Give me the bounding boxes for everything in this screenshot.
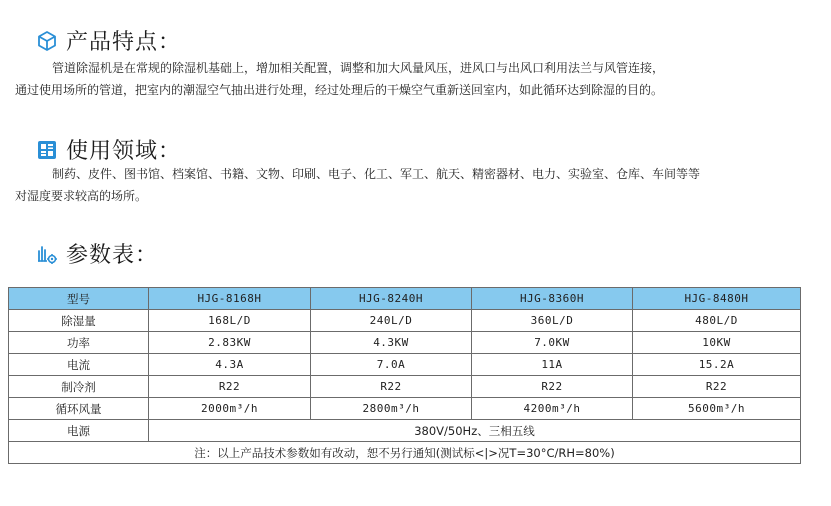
table-cell: 4200m³/h xyxy=(472,398,633,420)
model-cell: HJG-8168H xyxy=(149,288,311,310)
table-cell: 360L/D xyxy=(472,310,633,332)
table-cell: R22 xyxy=(633,376,801,398)
model-cell: HJG-8480H xyxy=(633,288,801,310)
header-label: 型号 xyxy=(9,288,149,310)
note-row xyxy=(9,442,801,464)
table-cell: R22 xyxy=(149,376,311,398)
table-cell: 4.3KW xyxy=(311,332,472,354)
params-title: 参数表： xyxy=(66,243,159,268)
table-cell: 11A xyxy=(472,354,633,376)
usage-heading xyxy=(36,134,181,165)
table-cell: 7.0KW xyxy=(472,332,633,354)
features-line-1: 管道除湿机是在常规的除湿机基础上，增加相关配置，调整和加大风量风压，进风口与出风口利用法兰与风管连接， xyxy=(52,61,665,75)
table-cell: 15.2A xyxy=(633,354,801,376)
features-heading xyxy=(36,25,181,56)
table-cell: 4.3A xyxy=(149,354,311,376)
table-cell: 168L/D xyxy=(149,310,311,332)
table-cell: 7.0A xyxy=(311,354,472,376)
power-row xyxy=(9,420,801,442)
table-cell: 5600m³/h xyxy=(633,398,801,420)
table-row xyxy=(9,376,801,398)
features-title: 产品特点： xyxy=(66,30,182,55)
row-label: 制冷剂 xyxy=(9,376,149,398)
spec-table xyxy=(8,287,801,464)
features-line-2: 通过使用场所的管道，把室内的潮湿空气抽出进行处理，经过处理后的干燥空气重新送回室内，如此循环达到除湿的目的。 xyxy=(15,83,664,97)
table-row xyxy=(9,332,801,354)
grid-icon xyxy=(36,139,58,161)
row-label: 循环风量 xyxy=(9,398,149,420)
table-cell: 2.83KW xyxy=(149,332,311,354)
row-label: 功率 xyxy=(9,332,149,354)
model-cell: HJG-8360H xyxy=(472,288,633,310)
row-label: 除湿量 xyxy=(9,310,149,332)
row-label: 电源 xyxy=(9,420,149,442)
gear-hand-icon xyxy=(36,243,58,265)
params-heading xyxy=(36,238,158,269)
usage-title: 使用领域： xyxy=(66,139,182,164)
power-value: 380V/50Hz、三相五线 xyxy=(149,420,801,442)
table-cell: R22 xyxy=(472,376,633,398)
table-cell: 10KW xyxy=(633,332,801,354)
table-note: 注：以上产品技术参数如有改动，恕不另行通知(测试标<|>况T=30°C/RH=80%) xyxy=(9,442,801,464)
table-row xyxy=(9,354,801,376)
usage-line-1: 制药、皮件、图书馆、档案馆、书籍、文物、印刷、电子、化工、军工、航天、精密器材、电力、实验室、仓库、车间等等 xyxy=(52,167,701,181)
table-cell: 2000m³/h xyxy=(149,398,311,420)
table-row xyxy=(9,398,801,420)
table-header-row xyxy=(9,288,801,310)
usage-line-2: 对湿度要求较高的场所。 xyxy=(15,189,148,203)
model-cell: HJG-8240H xyxy=(311,288,472,310)
table-row xyxy=(9,310,801,332)
cube-icon xyxy=(36,30,58,52)
table-cell: 2800m³/h xyxy=(311,398,472,420)
table-cell: R22 xyxy=(311,376,472,398)
row-label: 电流 xyxy=(9,354,149,376)
table-cell: 480L/D xyxy=(633,310,801,332)
table-cell: 240L/D xyxy=(311,310,472,332)
